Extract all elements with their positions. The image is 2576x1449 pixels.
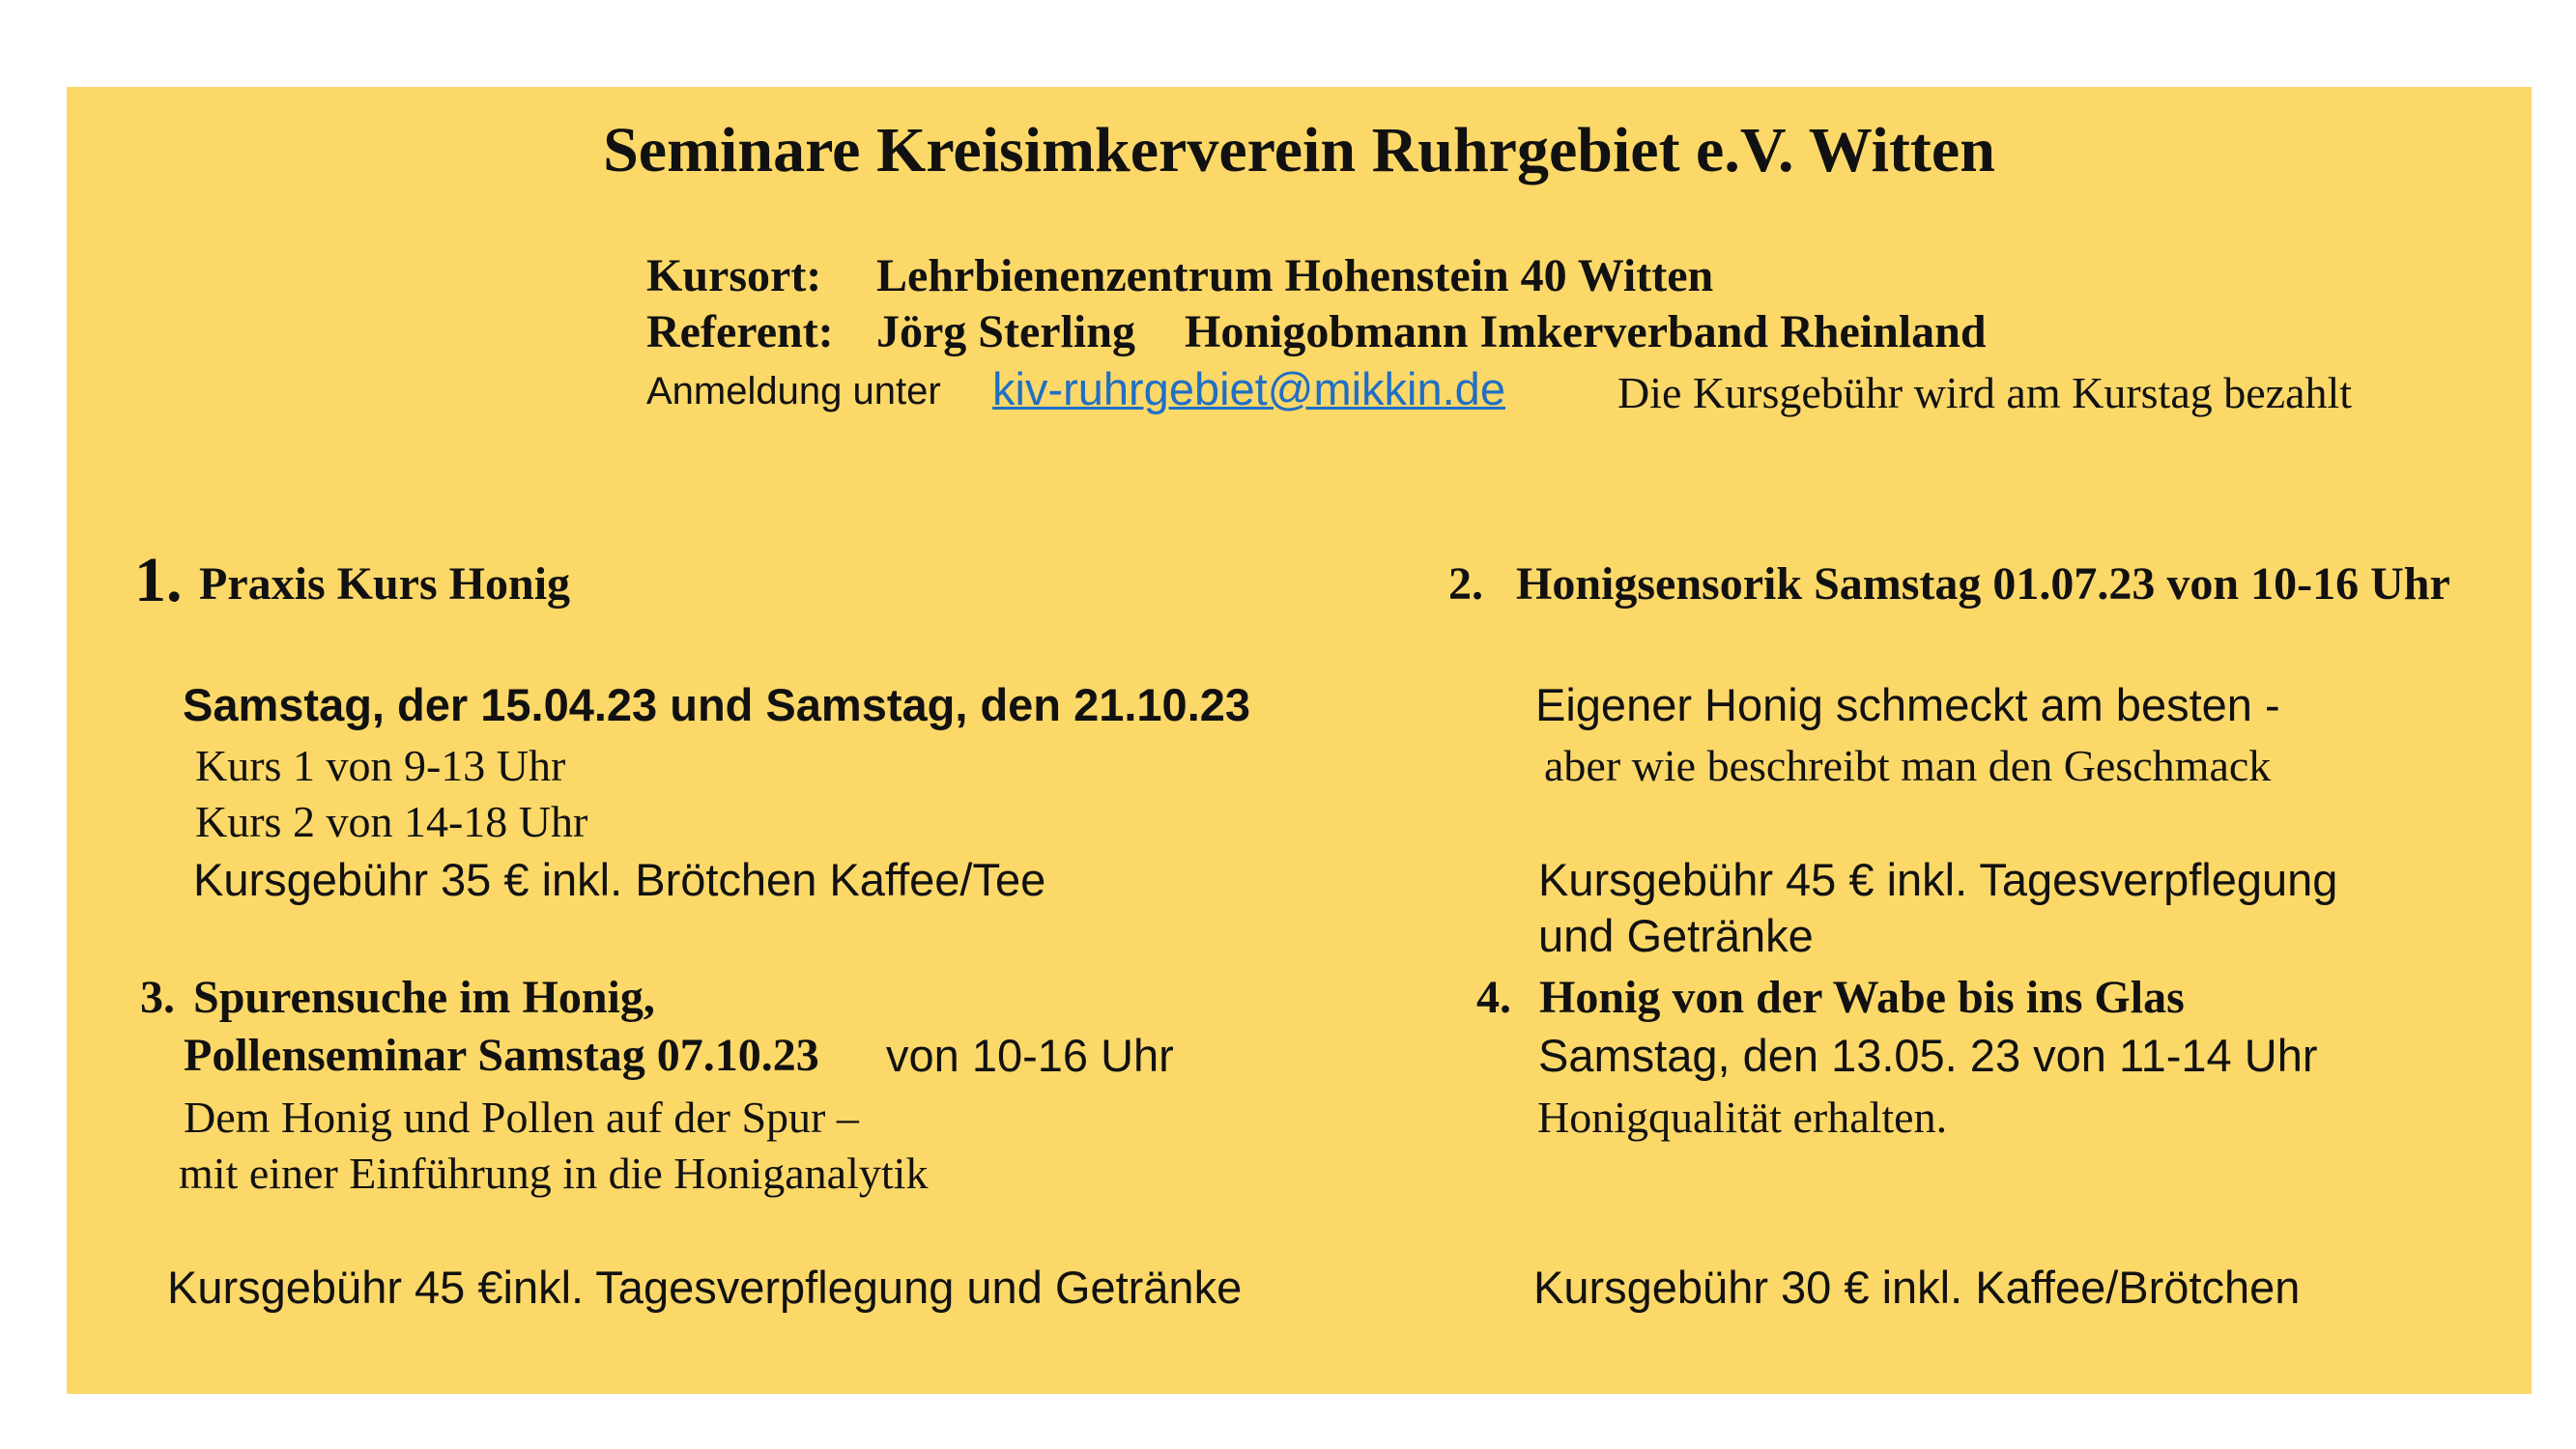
course1-number: 1.: [134, 545, 183, 615]
course3-desc2: mit einer Einführung in die Honiganalytik: [179, 1149, 929, 1198]
payment-note: Die Kursgebühr wird am Kurstag bezahlt: [1617, 368, 2353, 417]
course2-subtagline: aber wie beschreibt man den Geschmack: [1544, 741, 2272, 790]
course1-dates: Samstag, der 15.04.23 und Samstag, den 21.10.23: [183, 679, 1251, 730]
kursort-value: Lehrbienenzentrum Hohenstein 40 Witten: [876, 250, 1714, 301]
course3-time: von 10-16 Uhr: [886, 1030, 1174, 1081]
course1-line2: Kurs 2 von 14-18 Uhr: [195, 797, 588, 846]
course3-fee: Kursgebühr 45 €inkl. Tagesverpflegung und Getränke: [167, 1262, 1243, 1313]
course4-fee: Kursgebühr 30 € inkl. Kaffee/Brötchen: [1533, 1262, 2301, 1313]
course2-fee-line1: Kursgebühr 45 € inkl. Tagesverpflegung: [1538, 854, 2338, 905]
seminar-flyer: [67, 87, 2532, 1394]
course3-title: Spurensuche im Honig,: [193, 972, 655, 1023]
page-title: Seminare Kreisimkerverein Ruhrgebiet e.V. Witten: [603, 115, 1995, 185]
kursort-label: Kursort:: [646, 250, 822, 301]
course4-desc: Honigqualität erhalten.: [1537, 1093, 1948, 1142]
course1-line1: Kurs 1 von 9-13 Uhr: [195, 741, 566, 790]
course3-number: 3.: [140, 972, 175, 1023]
referent-name: Jörg Sterling: [876, 306, 1135, 357]
course1-fee: Kursgebühr 35 € inkl. Brötchen Kaffee/Tee: [193, 854, 1046, 905]
course4-title: Honig von der Wabe bis ins Glas: [1539, 972, 2185, 1023]
course3-subtitle: Pollenseminar Samstag 07.10.23: [184, 1030, 819, 1081]
course4-date: Samstag, den 13.05. 23 von 11-14 Uhr: [1538, 1030, 2318, 1081]
course3-desc1: Dem Honig und Pollen auf der Spur –: [184, 1093, 859, 1142]
course2-fee-line2: und Getränke: [1538, 910, 1814, 961]
referent-role: Honigobmann Imkerverband Rheinland: [1185, 306, 1987, 357]
email-link[interactable]: kiv-ruhrgebiet@mikkin.de: [992, 363, 1505, 414]
course2-title: Honigsensorik Samstag 01.07.23 von 10-16 Uhr: [1516, 558, 2450, 610]
course1-title: Praxis Kurs Honig: [199, 558, 571, 610]
course4-number: 4.: [1476, 972, 1511, 1023]
course2-tagline: Eigener Honig schmeckt am besten -: [1535, 679, 2280, 730]
referent-label: Referent:: [646, 306, 834, 357]
course2-number: 2.: [1448, 558, 1483, 610]
anmeldung-prefix: Anmeldung unter: [646, 370, 941, 412]
